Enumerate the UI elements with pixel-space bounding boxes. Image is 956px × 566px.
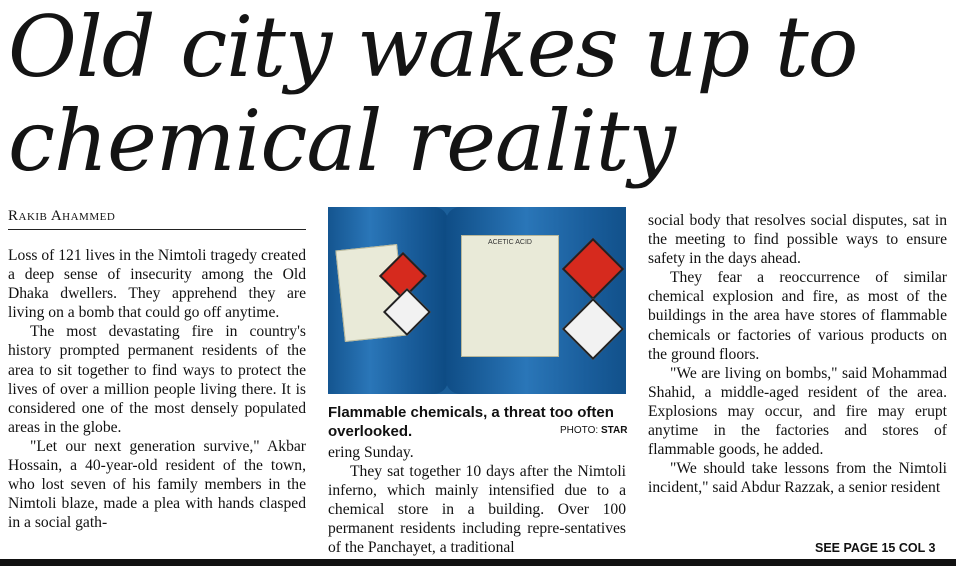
article-column-3 (648, 211, 947, 497)
photo-credit: PHOTO: STAR (560, 425, 628, 436)
paragraph: "We are living on bombs," said Mohammad Shahid, a middle-aged resident of the area. Explosions may occur, and fire may erupt anytime in the factories and stores of flammable goods, he added. (648, 364, 947, 459)
photo-caption: Flammable chemicals, a threat too often overlooked. (328, 404, 614, 440)
article-column-1 (8, 246, 306, 532)
drum-label-right (461, 235, 559, 357)
byline: Rakib Ahammed (8, 208, 306, 230)
paragraph: They fear a reoccurrence of similar chemical explosion and fire, as most of the buildings in the area have stores of flammable chemicals or factories of various products on the ground floors. (648, 269, 947, 363)
page-bottom-rule (0, 559, 956, 566)
paragraph: social body that resolves social disputes, sat in the meeting to find possible ways to ensure safety in the days ahead. (648, 212, 947, 268)
paragraph: The most devastating fire in country's history prompted permanent residents of the area to sit together to find ways to protect the lives of over a million people living there. It is considered one of the most densely populated areas in the globe. (8, 323, 306, 436)
drum-label-text: ACETIC ACID (488, 239, 532, 246)
paragraph: "We should take lessons from the Nimtoli incident," said Abdur Razzak, a senior resident (648, 460, 947, 497)
headline: Old city wakes up to chemical reality (8, 0, 858, 190)
article-column-2 (328, 443, 626, 558)
paragraph: "Let our next generation survive," Akbar Hossain, a 40-year-old resident of the town, who lost seven of his family members in the Nimtoli blaze, made a plea with hands clasped in a social gath- (8, 437, 306, 532)
paragraph: Loss of 121 lives in the Nimtoli tragedy created a deep sense of insecurity among the Old Dhaka dwellers. They apprehend they are living on a bomb that could go off anytime. (8, 247, 306, 322)
chemical-drums-photo (328, 207, 626, 394)
continuation-note: SEE PAGE 15 COL 3 (815, 541, 936, 555)
paragraph: They sat together 10 days after the Nimtoli inferno, which mainly intensified due to a chemical store in a building. Over 100 permanent residents including repre-sentatives of the Panchayet, a traditional (328, 463, 626, 557)
paragraph: ering Sunday. (328, 444, 414, 461)
